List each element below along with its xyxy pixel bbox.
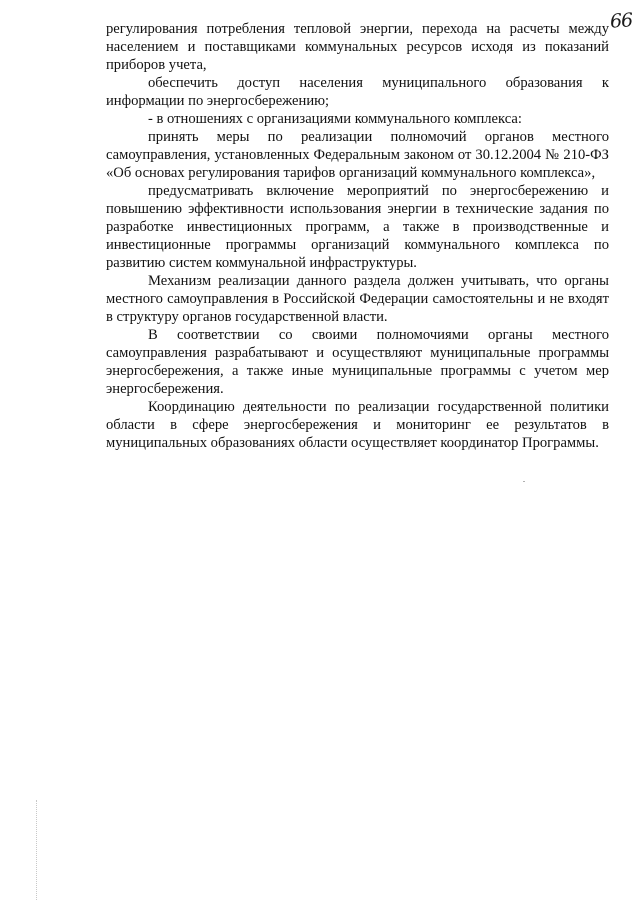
- paragraph-2: обеспечить доступ населения муниципального образования к информации по энергосбережению;: [106, 75, 609, 109]
- paragraph-8: Координацию деятельности по реализации государственной политики области в сфере энергосбережения и мониторинг ее результатов в муниципальных образованиях области осуществляет координатор Программы.: [106, 399, 609, 451]
- paragraph-3: - в отношениях с организациями коммунального комплекса:: [148, 111, 522, 127]
- paragraph-5: предусматривать включение мероприятий по энергосбережению и повышению эффективности использования энергии в технические задания по разработке инвестиционных программ, а также в производственные и инвестиционные программы организаций коммунального комплекса по развитию систем коммунальной инфраструктуры.: [106, 183, 609, 271]
- paragraph-4: принять меры по реализации полномочий органов местного самоуправления, установленных Федеральным законом от 30.12.2004 № 210-ФЗ «Об основах регулирования тарифов организаций коммунального комплекса»,: [106, 129, 609, 181]
- paragraph-6: Механизм реализации данного раздела должен учитывать, что органы местного самоуправления в Российской Федерации самостоятельны и не входят в структуру органов государственной власти.: [106, 273, 609, 325]
- paragraph-1: регулирования потребления тепловой энергии, перехода на расчеты между населением и поставщиками коммунальных ресурсов исходя из показаний приборов учета,: [106, 21, 609, 73]
- page-number: 66: [609, 9, 633, 33]
- document-body: [106, 20, 609, 452]
- scan-speck: [523, 481, 525, 482]
- scan-margin-artifact: [36, 800, 39, 900]
- paragraph-7: В соответствии со своими полномочиями органы местного самоуправления разрабатывают и осуществляют муниципальные программы энергосбережения, а также иные муниципальные программы с учетом мер энергосбережения.: [106, 327, 609, 397]
